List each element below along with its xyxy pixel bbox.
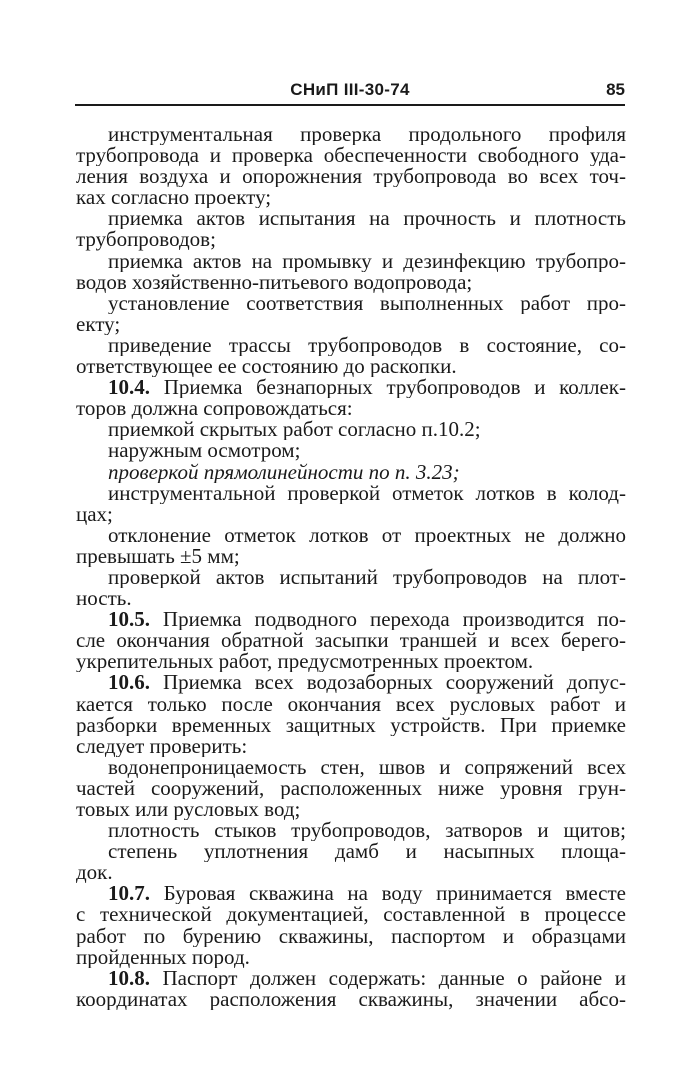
line-text: плотность стыков трубопроводов, затворов и щитов; [108, 820, 626, 842]
document-code: СНиП III-30-74 [290, 80, 410, 99]
clause-number: 10.4. [108, 377, 150, 399]
text-line [76, 588, 626, 609]
line-text: инструментальная проверка продольного профиля [108, 124, 626, 146]
text-line [76, 356, 626, 377]
text-line [76, 187, 626, 208]
running-header [75, 80, 625, 106]
line-text: приемкой скрытых работ согласно п.10.2; [108, 419, 481, 441]
text-line [76, 820, 626, 841]
line-text: проверкой прямолинейности по п. 3.23; [108, 461, 460, 483]
text-line [76, 736, 626, 757]
text-line [76, 609, 626, 630]
text-line [76, 757, 626, 778]
text-line [76, 715, 626, 736]
line-text: приемка актов на промывку и дезинфекцию трубопро- [108, 250, 626, 272]
clause-number: 10.6. [108, 672, 150, 694]
text-line [76, 377, 626, 398]
line-text: Буровая скважина на воду принимается вместе [150, 883, 626, 905]
line-text: водонепроницаемость стен, швов и сопряжений всех [108, 756, 626, 778]
line-text: установление соответствия выполненных работ про- [108, 292, 626, 314]
text-line [76, 567, 626, 588]
line-text: Паспорт должен содержать: данные о районе и [150, 967, 626, 989]
line-text: Приемка безнапорных трубопроводов и коллек- [150, 377, 626, 399]
line-text: приведение трассы трубопроводов в состояние, со- [108, 334, 626, 357]
line-text: цах; [76, 503, 113, 525]
text-line [76, 904, 626, 925]
line-text: екту; [76, 313, 121, 335]
line-text: следует проверить: [76, 735, 248, 757]
text-line [76, 251, 626, 272]
text-line [76, 293, 626, 314]
text-line [76, 883, 626, 904]
text-line [76, 229, 626, 250]
text-line [76, 398, 626, 419]
line-text: док. [76, 862, 113, 884]
line-text: с технической документацией, составленной в процессе [76, 904, 626, 926]
line-text: сле окончания обратной засыпки траншей и всех берего- [76, 630, 626, 652]
line-text: трубопровода и проверка обеспеченности свободного уда- [76, 145, 626, 167]
line-text: разборки временных защитных устройств. При приемке [76, 714, 626, 736]
text-line [76, 694, 626, 715]
line-text: водов хозяйственно-питьевого водопровода; [76, 271, 473, 293]
line-text: укрепительных работ, предусмотренных проектом. [76, 651, 534, 673]
text-line [76, 419, 626, 440]
text-line [76, 166, 626, 187]
line-text: приемка актов испытания на прочность и плотность [108, 208, 626, 230]
line-text: кается только после окончания всех русловых работ и [76, 693, 626, 715]
text-line [76, 926, 626, 947]
text-line [76, 989, 626, 1010]
text-line [76, 124, 626, 145]
text-line [76, 145, 626, 166]
line-text: ность. [76, 588, 132, 610]
line-text: инструментальной проверкой отметок лотков в колод- [108, 482, 626, 504]
text-line [76, 672, 626, 693]
line-text: превышать ±5 мм; [76, 545, 240, 567]
line-text: торов должна сопровождаться: [76, 398, 353, 420]
text-line [76, 440, 626, 461]
line-text: наружным осмотром; [108, 440, 301, 462]
line-text: пройденных пород. [76, 946, 250, 968]
line-text: ответствующее ее состоянию до раскопки. [76, 356, 457, 378]
line-text: ления воздуха и опорожнения трубопровода во всех точ- [76, 166, 626, 188]
clause-number: 10.8. [108, 967, 150, 989]
text-line [76, 462, 626, 483]
line-text: ках согласно проекту; [76, 187, 272, 209]
body-text [76, 124, 626, 1010]
text-line [76, 546, 626, 567]
text-line [76, 314, 626, 335]
clause-number: 10.7. [108, 883, 150, 905]
clause-number: 10.5. [108, 609, 150, 631]
text-line [76, 841, 626, 862]
line-text: Приемка всех водозаборных сооружений допус- [150, 672, 626, 694]
text-line [76, 862, 626, 883]
line-text: проверкой актов испытаний трубопроводов на плот- [108, 566, 626, 589]
text-line [76, 947, 626, 968]
text-line [76, 651, 626, 672]
text-line [76, 630, 626, 651]
text-line [76, 272, 626, 293]
page-number: 85 [606, 80, 625, 99]
line-text: Приемка подводного перехода производится по- [150, 609, 626, 631]
text-line [76, 525, 626, 546]
line-text: трубопроводов; [76, 229, 216, 251]
text-line [76, 483, 626, 504]
line-text: координатах расположения скважины, значении абсо- [76, 988, 626, 1010]
line-text: степень уплотнения дамб и насыпных площа- [108, 841, 626, 863]
text-line [76, 968, 626, 989]
text-line [76, 208, 626, 229]
line-text: товых или русловых вод; [76, 799, 301, 821]
text-line [76, 799, 626, 820]
text-line [76, 778, 626, 799]
line-text: работ по бурению скважины, паспортом и образцами [76, 925, 626, 947]
text-line [76, 504, 626, 525]
header-rule [75, 104, 625, 106]
line-text: частей сооружений, расположенных ниже уровня грун- [76, 777, 626, 799]
text-line [76, 335, 626, 356]
line-text: отклонение отметок лотков от проектных не должно [108, 524, 626, 546]
